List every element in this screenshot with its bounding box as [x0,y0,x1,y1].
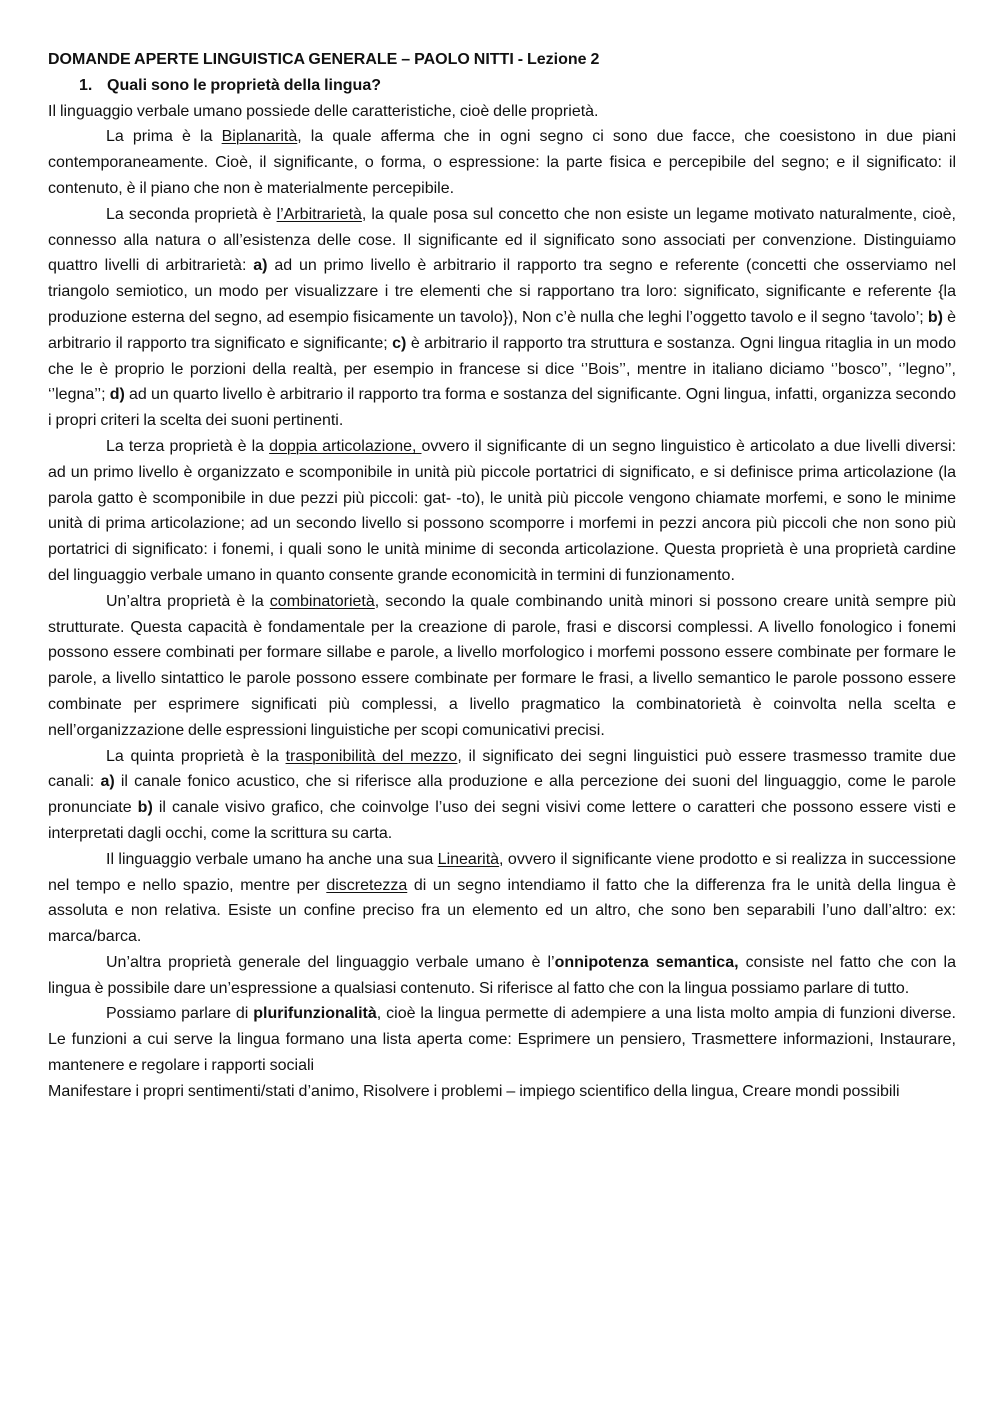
document-page [48,47,956,1105]
term-linearita: Linearità [437,850,500,868]
text-span: , la quale posa sul concetto che non esiste un legame motivato naturalmente, cioè, connesso alla natura o all’esistenza delle cose. Il significante ed il significato sono associati per convenzione. Distinguiamo quattro livelli di arbitrarietà: [48,205,956,275]
text-span: è arbitrario il rapporto tra significato e significante; [48,308,957,352]
text-span: Il linguaggio verbale umano ha anche una sua [106,850,438,868]
question-text: Quali sono le proprietà della lingua? [107,76,381,94]
text-span: il canale fonico acustico, che si riferisce alla produzione e alla percezione dei suoni del linguaggio, come le parole pronunciate [48,773,956,817]
term-trasponibilita: trasponibilità del mezzo [285,747,458,765]
question-heading [79,73,956,99]
text-span: La quinta proprietà è la [106,747,286,765]
text-span: è arbitrario il rapporto tra struttura e sostanza. Ogni lingua ritaglia in un modo che le è proprio le porzioni della realtà, per esempio in francese si dice ‘’Bois’’, mentre in italiano diciamo ‘’bosco’’, ‘’legno’’, ‘’legna’’; [48,334,956,404]
paragraph-linearita [48,847,956,950]
list-marker-a: a) [100,773,115,791]
list-marker-b: b) [137,799,153,817]
text-span: ad un quarto livello è arbitrario il rapporto tra forma e sostanza del significante. Ogni lingua, infatti, organizza secondo i propri criteri la scelta dei suoni pertinenti. [48,386,956,430]
text-span: , il significato dei segni linguistici può essere trasmesso tramite due canali: [48,747,957,791]
paragraph-biplanarita [48,124,956,201]
term-arbitrarieta: l’Arbitrarietà [276,205,362,223]
intro-paragraph: Il linguaggio verbale umano possiede delle caratteristiche, cioè delle proprietà. [48,102,599,120]
paragraph-functions-list: Manifestare i propri sentimenti/stati d’animo, Risolvere i problemi – impiego scientifico della lingua, Creare mondi possibili [48,1082,900,1100]
term-discretezza: discretezza [326,876,408,894]
text-span: il canale visivo grafico, che coinvolge l’uso dei segni visivi come lettere o caratteri che possono essere visti e interpretati dagli occhi, come la scrittura su carta. [48,799,957,842]
text-span: , cioè la lingua permette di adempiere a una lista molto ampia di funzioni diverse. Le funzioni a cui serve la lingua formano una lista aperta come: Esprimere un pensiero, Trasmettere informazioni, Instaurare, mantenere e regolare i rapporti sociali [48,1005,956,1075]
paragraph-arbitrarieta [48,202,956,434]
text-span: , secondo la quale combinando unità minori si possono creare unità sempre più strutturate. Questa capacità è fondamentale per la creazione di parole, frasi e discorsi complessi. A livello fonologico i fonemi possono essere combinati per formare sillabe e parole, a livello morfologico i morfemi possono essere combinate per formare le parole, a livello sintattico le parole possono essere combinate per formare le frasi, a livello semantico le parole possono essere combinate per esprimere significati più complessi, a livello pragmatico la combinatorietà è coinvolta nella scelta e nell’organizzazione delle espressioni linguistiche per scopi comunicativi precisi. [48,592,956,739]
list-marker-c: c) [392,334,407,352]
text-span: ad un primo livello è arbitrario il rapporto tra segno e referente (concetti che osserviamo nel triangolo semiotico, un modo per visualizzare i tre elementi che si rapportano tra loro: significato, significante e referente {la produzione esterna del segno, ad esempio fisicamente un tavolo}), Non c’è nulla che leghi l’oggetto tavolo e il segno ‘tavolo’; [48,257,956,326]
paragraph-trasponibilita [48,744,956,847]
text-span: Possiamo parlare di [106,1005,254,1023]
term-biplanarita: Biplanarità [221,128,298,146]
list-marker-a: a) [253,257,268,275]
term-doppia-articolazione: doppia articolazione, [269,437,422,455]
paragraph-combinatorieta [48,589,956,744]
document-title: DOMANDE APERTE LINGUISTICA GENERALE – PAOLO NITTI - Lezione 2 [48,51,600,68]
text-span: , la quale afferma che in ogni segno ci sono due facce, che coesistono in due piani contemporaneamente. Cioè, il significante, o forma, o espressione: la parte fisica e percepibile del segno; e il significato: il contenuto, è il piano che non è materialmente percepibile. [48,128,956,197]
text-span: , ovvero il significante viene prodotto e si realizza in successione nel tempo e nello spazio, mentre per [48,850,957,894]
text-span: Un’altra proprietà è la [106,592,270,610]
text-span: La terza proprietà è la [106,437,270,455]
paragraph-plurifunzionalita [48,1001,956,1078]
paragraph-doppia-articolazione [48,434,956,589]
question-number: 1. [79,76,93,94]
term-combinatorieta: combinatorietà [269,592,375,610]
text-span: La prima è la [106,128,222,146]
list-marker-b: b) [927,308,943,326]
text-span: ovvero il significante di un segno linguistico è articolato a due livelli diversi: ad un primo livello è organizzato e scomponibile in unità più piccole portatrici di significato, e si definisce prima articolazione (la parola gatto è scomponibile in due pezzi più piccoli: gat- -to), le unità più piccole vengono chiamate morfemi, e sono le minime unità di prima articolazione; ad un secondo livello si possono scomporre i morfemi in pezzi ancora più piccoli che non sono più portatrici di significato: i fonemi, i quali sono le unità minime di seconda articolazione. Questa proprietà è una proprietà cardine del linguaggio verbale umano in quanto consente grande economicità in termini di funzionamento. [48,437,957,584]
text-span: di un segno intendiamo il fatto che la differenza fra le unità della lingua è assoluta e non relativa. Esiste un confine preciso fra un elemento ed un altro, che sono ben separabili l’uno dall’altro: ex: marca/barca. [48,876,956,946]
text-span: La seconda proprietà è [106,205,277,223]
paragraph-onnipotenza [48,950,956,1002]
text-span: consiste nel fatto che con la lingua è possibile dare un’espressione a qualsiasi contenuto. Si riferisce al fatto che con la lingua possiamo parlare di tutto. [48,953,957,997]
term-onnipotenza: onnipotenza semantica, [554,953,739,971]
term-plurifunzionalita: plurifunzionalità [253,1005,377,1023]
text-span: Un’altra proprietà generale del linguaggio verbale umano è l’ [106,953,555,971]
list-marker-d: d) [109,386,125,404]
